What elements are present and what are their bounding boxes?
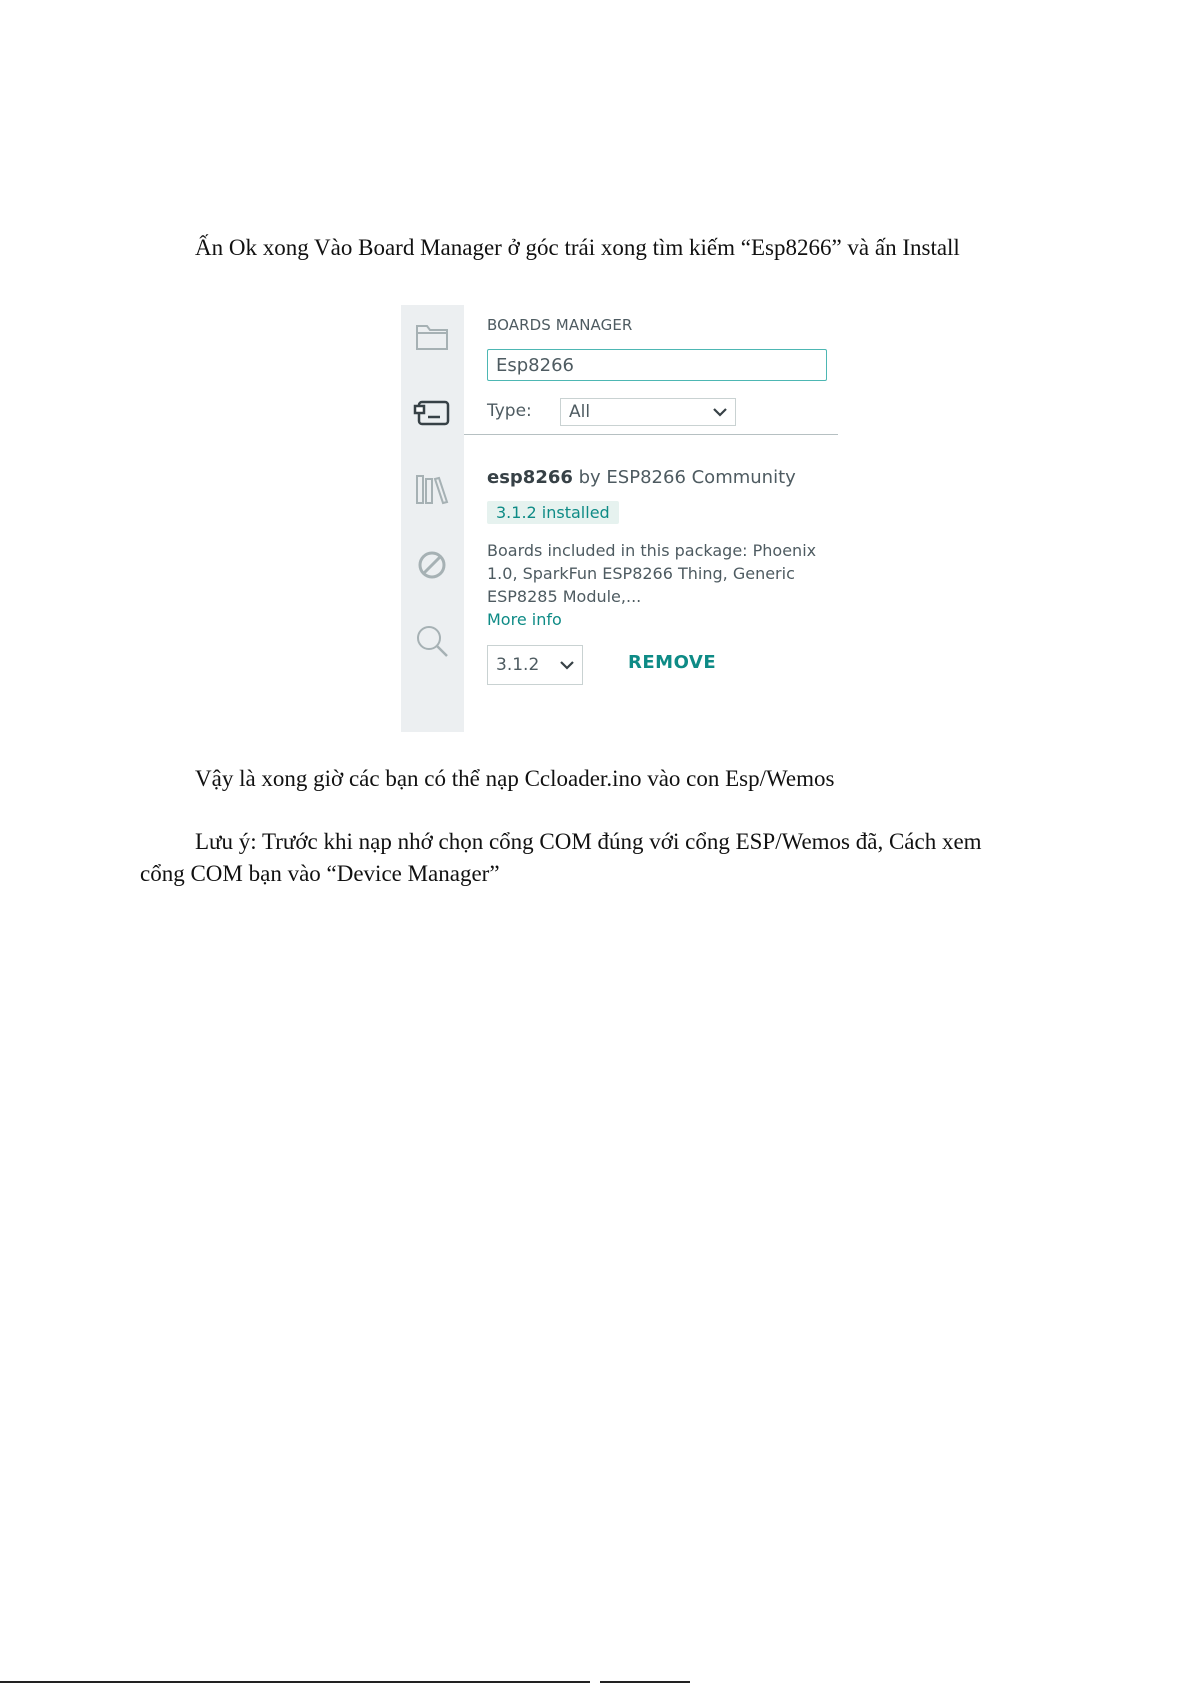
package-heading bbox=[487, 467, 796, 488]
more-info-link[interactable]: More info bbox=[487, 610, 562, 629]
chevron-down-icon bbox=[713, 407, 727, 417]
chevron-down-icon bbox=[560, 660, 574, 670]
type-select[interactable] bbox=[560, 398, 736, 426]
search-input[interactable] bbox=[487, 349, 827, 381]
note-paragraph-line1: Lưu ý: Trước khi nạp nhớ chọn cổng COM đúng với cổng ESP/Wemos đã, Cách xem bbox=[195, 829, 982, 854]
package-author: by ESP8266 Community bbox=[572, 467, 796, 488]
divider bbox=[464, 434, 838, 435]
note-paragraph-line2: cổng COM bạn vào “Device Manager” bbox=[140, 861, 500, 886]
debug-icon[interactable] bbox=[412, 545, 452, 585]
version-select-value: 3.1.2 bbox=[496, 655, 540, 675]
library-icon[interactable] bbox=[412, 469, 452, 509]
search-icon[interactable] bbox=[412, 621, 452, 661]
installed-badge: 3.1.2 installed bbox=[487, 501, 619, 524]
done-paragraph: Vậy là xong giờ các bạn có thể nạp Ccloader.ino vào con Esp/Wemos bbox=[195, 766, 835, 791]
footer-rule bbox=[600, 1681, 690, 1683]
type-label: Type: bbox=[487, 401, 532, 421]
boards-icon[interactable] bbox=[412, 393, 452, 433]
version-select[interactable] bbox=[487, 645, 583, 685]
boards-manager-screenshot bbox=[401, 305, 838, 732]
panel-title: BOARDS MANAGER bbox=[487, 316, 633, 334]
package-name: esp8266 bbox=[487, 467, 573, 488]
type-select-value: All bbox=[569, 402, 591, 422]
instruction-paragraph: Ấn Ok xong Vào Board Manager ở góc trái xong tìm kiếm “Esp8266” và ấn Install bbox=[195, 235, 960, 260]
folder-icon[interactable] bbox=[412, 317, 452, 357]
sidebar-rail bbox=[401, 305, 464, 732]
remove-button[interactable]: REMOVE bbox=[628, 652, 717, 673]
footer-rule bbox=[0, 1681, 590, 1683]
boards-manager-content bbox=[464, 305, 838, 732]
package-description: Boards included in this package: Phoenix 1.0, SparkFun ESP8266 Thing, Generic ESP8285 Module,... bbox=[487, 541, 817, 606]
